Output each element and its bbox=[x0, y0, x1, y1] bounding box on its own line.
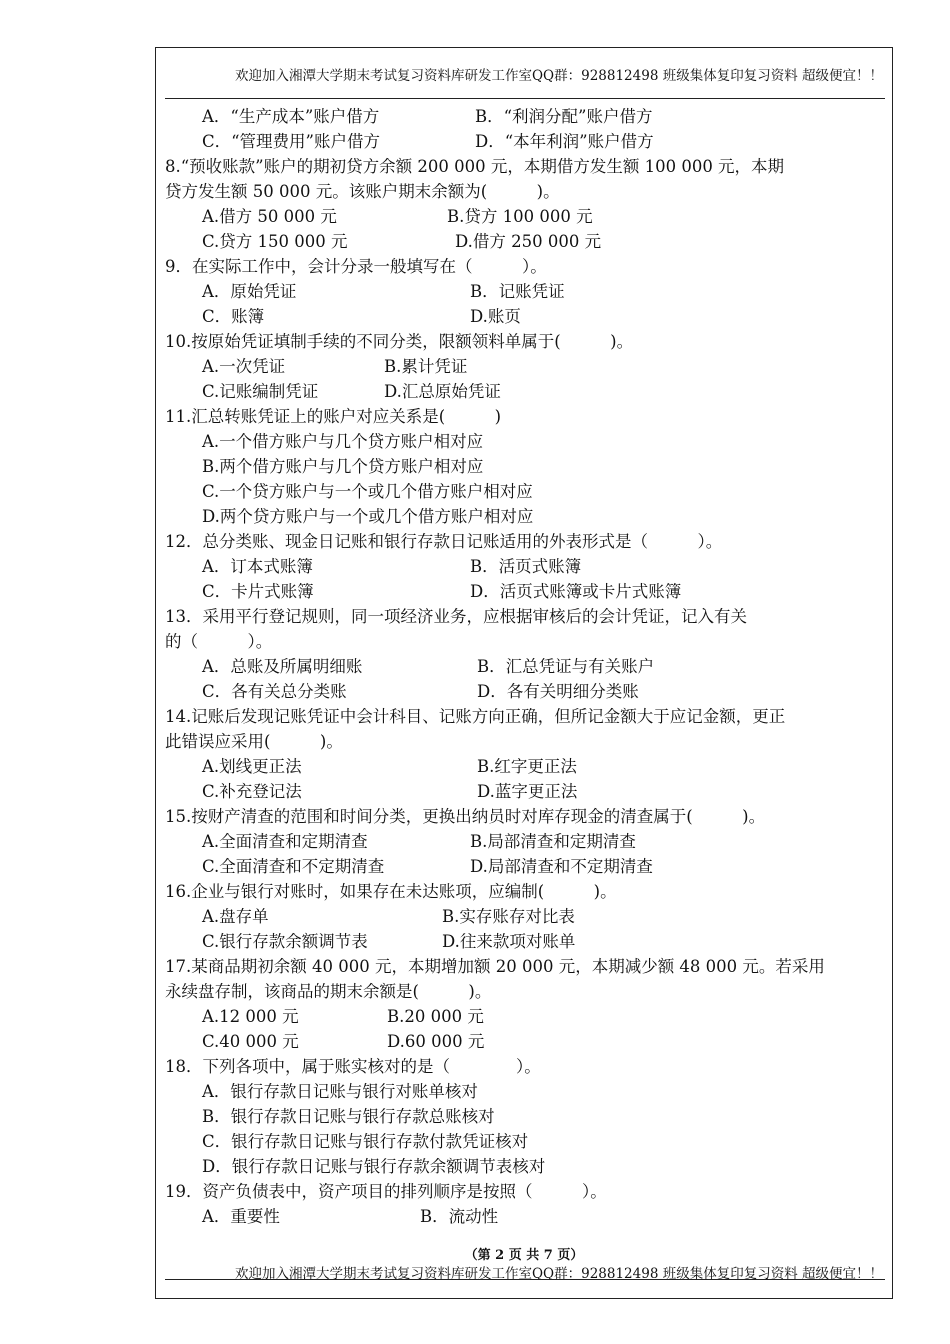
answer-option: D．银行存款日记账与银行存款余额调节表核对 bbox=[202, 1157, 546, 1176]
text-line bbox=[165, 629, 885, 654]
footer-rule bbox=[165, 1279, 885, 1280]
text-line bbox=[165, 879, 885, 904]
text-line bbox=[165, 104, 885, 129]
text-line bbox=[165, 954, 885, 979]
text-line bbox=[165, 929, 885, 954]
text-line bbox=[165, 1179, 885, 1204]
answer-option: A．“生产成本”账户借方 bbox=[202, 107, 380, 126]
question-text: 14.记账后发现记账凭证中会计科目、记账方向正确，但所记金额大于应记金额，更正 bbox=[165, 707, 786, 726]
answer-option: C．账簿 bbox=[202, 307, 265, 326]
answer-option: C．银行存款日记账与银行存款付款凭证核对 bbox=[202, 1132, 529, 1151]
answer-option: B．流动性 bbox=[420, 1207, 499, 1226]
answer-option: A．总账及所属明细账 bbox=[202, 657, 363, 676]
question-text: 永续盘存制，该商品的期末余额是( )。 bbox=[165, 982, 492, 1001]
answer-option: C.40 000 元 bbox=[202, 1032, 299, 1051]
text-line bbox=[165, 1054, 885, 1079]
question-text: 10.按原始凭证填制手续的不同分类，限额领料单属于( )。 bbox=[165, 332, 634, 351]
answer-option: B.累计凭证 bbox=[384, 357, 468, 376]
text-line bbox=[165, 979, 885, 1004]
text-line bbox=[165, 1129, 885, 1154]
text-line bbox=[165, 229, 885, 254]
text-line bbox=[165, 779, 885, 804]
header-banner: 欢迎加入湘潭大学期末考试复习资料库研发工作室QQ群：928812498 班级集体复印复习资料 超级便宜！！ bbox=[234, 68, 883, 84]
answer-option: A.一个借方账户与几个贷方账户相对应 bbox=[202, 432, 484, 451]
text-line bbox=[165, 254, 885, 279]
text-line bbox=[165, 1029, 885, 1054]
answer-option: C.补充登记法 bbox=[202, 782, 302, 801]
text-line bbox=[165, 279, 885, 304]
answer-option: C.贷方 150 000 元 bbox=[202, 232, 348, 251]
answer-option: D．活页式账簿或卡片式账簿 bbox=[470, 582, 682, 601]
answer-option: B.两个借方账户与几个贷方账户相对应 bbox=[202, 457, 484, 476]
answer-option: A．订本式账簿 bbox=[202, 557, 313, 576]
answer-option: A.一次凭证 bbox=[202, 357, 286, 376]
answer-option: B.局部清查和定期清查 bbox=[470, 832, 636, 851]
answer-option: B.贷方 100 000 元 bbox=[447, 207, 593, 226]
text-line bbox=[165, 329, 885, 354]
page-number: （第 2 页 共 7 页） bbox=[464, 1248, 584, 1263]
text-line bbox=[165, 729, 885, 754]
answer-option: D.60 000 元 bbox=[387, 1032, 485, 1051]
answer-option: A.盘存单 bbox=[202, 907, 269, 926]
question-text: 11.汇总转账凭证上的账户对应关系是( ) bbox=[165, 407, 502, 426]
text-line bbox=[165, 804, 885, 829]
text-line bbox=[165, 304, 885, 329]
text-line bbox=[165, 354, 885, 379]
text-line bbox=[165, 1004, 885, 1029]
text-line bbox=[165, 1104, 885, 1129]
answer-option: C.一个贷方账户与一个或几个借方账户相对应 bbox=[202, 482, 533, 501]
text-line bbox=[165, 1204, 885, 1229]
text-line bbox=[165, 504, 885, 529]
text-line bbox=[165, 1154, 885, 1179]
answer-option: A.借方 50 000 元 bbox=[202, 207, 337, 226]
answer-option: A.划线更正法 bbox=[202, 757, 302, 776]
answer-option: D.汇总原始凭证 bbox=[384, 382, 501, 401]
answer-option: B.实存账存对比表 bbox=[442, 907, 575, 926]
text-line bbox=[165, 704, 885, 729]
text-line bbox=[165, 179, 885, 204]
question-text: 13．采用平行登记规则，同一项经济业务，应根据审核后的会计凭证，记入有关 bbox=[165, 607, 747, 626]
answer-option: C.银行存款余额调节表 bbox=[202, 932, 368, 951]
question-text: 18．下列各项中，属于账实核对的是（ ）。 bbox=[165, 1057, 541, 1076]
text-line bbox=[165, 754, 885, 779]
answer-option: B．“利润分配”账户借方 bbox=[475, 107, 653, 126]
answer-option: B．银行存款日记账与银行存款总账核对 bbox=[202, 1107, 495, 1126]
text-line bbox=[165, 654, 885, 679]
answer-option: C.全面清查和不定期清查 bbox=[202, 857, 385, 876]
answer-option: A．重要性 bbox=[202, 1207, 280, 1226]
answer-option: C.记账编制凭证 bbox=[202, 382, 319, 401]
question-content bbox=[165, 104, 885, 1229]
question-text: 9．在实际工作中，会计分录一般填写在（ ）。 bbox=[165, 257, 547, 276]
text-line bbox=[165, 429, 885, 454]
text-line bbox=[165, 679, 885, 704]
text-line bbox=[165, 379, 885, 404]
answer-option: A．原始凭证 bbox=[202, 282, 297, 301]
answer-option: C．各有关总分类账 bbox=[202, 682, 347, 701]
answer-option: D.两个贷方账户与一个或几个借方账户相对应 bbox=[202, 507, 534, 526]
text-line bbox=[165, 854, 885, 879]
question-text: 8.“预收账款”账户的期初贷方余额 200 000 元，本期借方发生额 100 000 元，本期 bbox=[165, 157, 785, 176]
question-text: 19．资产负债表中，资产项目的排列顺序是按照（ ）。 bbox=[165, 1182, 607, 1201]
text-line bbox=[165, 404, 885, 429]
header-rule bbox=[165, 98, 885, 99]
answer-option: A．银行存款日记账与银行对账单核对 bbox=[202, 1082, 478, 1101]
question-text: 16.企业与银行对账时，如果存在未达账项，应编制( )。 bbox=[165, 882, 617, 901]
answer-option: B．记账凭证 bbox=[470, 282, 565, 301]
answer-option: B．活页式账簿 bbox=[470, 557, 582, 576]
footer-banner: 欢迎加入湘潭大学期末考试复习资料库研发工作室QQ群：928812498 班级集体复印复习资料 超级便宜！！ bbox=[234, 1266, 883, 1282]
answer-option: A.全面清查和定期清查 bbox=[202, 832, 368, 851]
text-line bbox=[165, 129, 885, 154]
answer-option: B．汇总凭证与有关账户 bbox=[477, 657, 655, 676]
answer-option: D．“本年利润”账户借方 bbox=[475, 132, 654, 151]
text-line bbox=[165, 204, 885, 229]
text-line bbox=[165, 904, 885, 929]
text-line bbox=[165, 554, 885, 579]
text-line bbox=[165, 154, 885, 179]
answer-option: B.20 000 元 bbox=[387, 1007, 484, 1026]
answer-option: A.12 000 元 bbox=[202, 1007, 299, 1026]
question-text: 15.按财产清查的范围和时间分类，更换出纳员时对库存现金的清查属于( )。 bbox=[165, 807, 766, 826]
question-text: 12．总分类账、现金日记账和银行存款日记账适用的外表形式是（ ）。 bbox=[165, 532, 723, 551]
text-line bbox=[165, 829, 885, 854]
text-line bbox=[165, 479, 885, 504]
text-line bbox=[165, 579, 885, 604]
answer-option: D.局部清查和不定期清查 bbox=[470, 857, 653, 876]
answer-option: D.借方 250 000 元 bbox=[455, 232, 602, 251]
answer-option: D．各有关明细分类账 bbox=[477, 682, 639, 701]
text-line bbox=[165, 1079, 885, 1104]
answer-option: C．卡片式账簿 bbox=[202, 582, 314, 601]
answer-option: D.蓝字更正法 bbox=[477, 782, 578, 801]
text-line bbox=[165, 454, 885, 479]
answer-option: B.红字更正法 bbox=[477, 757, 577, 776]
answer-option: D.账页 bbox=[470, 307, 521, 326]
question-text: 此错误应采用( )。 bbox=[165, 732, 343, 751]
answer-option: C．“管理费用”账户借方 bbox=[202, 132, 380, 151]
question-text: 17.某商品期初余额 40 000 元，本期增加额 20 000 元，本期减少额 48 000 元。若采用 bbox=[165, 957, 825, 976]
answer-option: D.往来款项对账单 bbox=[442, 932, 576, 951]
text-line bbox=[165, 529, 885, 554]
question-text: 贷方发生额 50 000 元。该账户期末余额为( )。 bbox=[165, 182, 560, 201]
text-line bbox=[165, 604, 885, 629]
question-text: 的（ ）。 bbox=[165, 632, 273, 651]
